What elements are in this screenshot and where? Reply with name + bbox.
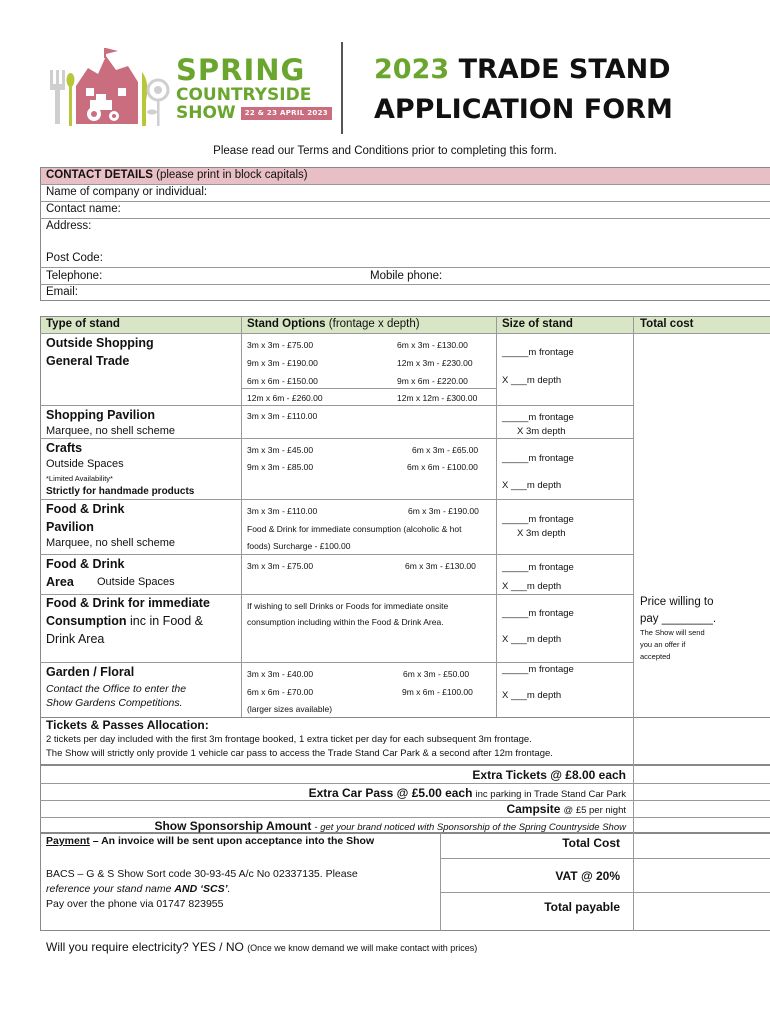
- option-text: consumption including within the Food & Drink Area.: [247, 617, 444, 627]
- garden-note-1: Contact the Office to enter the: [46, 683, 187, 695]
- vat-label: VAT @ 20%: [555, 869, 620, 883]
- logo-line-countryside: COUNTRYSIDE: [176, 85, 312, 105]
- contact-heading: [46, 169, 308, 183]
- option-text: 3m x 3m - £110.00: [247, 411, 318, 421]
- crafts-sub: Outside Spaces: [46, 458, 124, 470]
- option-text: 9m x 3m - £190.00: [247, 358, 318, 368]
- tickets-line-1: 2 tickets per day included with the first 3m frontage booked, 1 extra ticket per day for each subsequent 3m frontage.: [46, 734, 532, 745]
- tickets-heading: Tickets & Passes Allocation:: [46, 718, 209, 732]
- fd-immediate-label-2: [46, 614, 203, 629]
- electricity-question-text: Will you require electricity? YES / NO: [46, 940, 244, 954]
- option-text: Food & Drink for immediate consumption (alcoholic & hot: [247, 524, 462, 534]
- fd-immediate-label-2-bold: Consumption: [46, 614, 127, 628]
- extra-car-pass-label: [309, 786, 626, 801]
- title-line1: TRADE STAND: [458, 54, 671, 85]
- header-stand-options-bold: Stand Options: [247, 318, 326, 330]
- garden-frontage-field[interactable]: _____m frontage: [502, 664, 574, 675]
- fd-area-sub: Outside Spaces: [97, 576, 175, 588]
- outside-shopping-label: Outside Shopping: [46, 336, 154, 350]
- option-text: 9m x 6m - £100.00: [402, 687, 473, 697]
- option-text: 6m x 6m - £100.00: [407, 462, 478, 472]
- option-text: 9m x 3m - £85.00: [247, 462, 314, 472]
- price-note-3: accepted: [640, 652, 671, 661]
- price-willing-label: Price willing to: [640, 596, 714, 608]
- price-willing-field[interactable]: pay ________.: [640, 613, 717, 625]
- outside-depth-field[interactable]: X ___m depth: [502, 375, 562, 386]
- logo-line-spring: SPRING: [176, 53, 306, 87]
- fd-immediate-label-1: Food & Drink for immediate: [46, 596, 210, 610]
- fd-immediate-label-3: Drink Area: [46, 632, 105, 646]
- page-title: [374, 50, 673, 130]
- campsite-bold: Campsite: [506, 802, 561, 816]
- address-field[interactable]: Address:: [46, 220, 92, 232]
- campsite-rest: @ £5 per night: [563, 805, 626, 816]
- contact-name-field[interactable]: Contact name:: [46, 203, 121, 215]
- shopping-pavilion-label: Shopping Pavilion: [46, 408, 156, 422]
- fd-pavilion-sub: Marquee, no shell scheme: [46, 537, 176, 549]
- pavilion-depth-text: X 3m depth: [517, 426, 566, 437]
- pavilion-frontage-field[interactable]: _____m frontage: [502, 412, 574, 423]
- crafts-availability-note: *Limited Availability*: [46, 474, 113, 483]
- fd-immediate-depth-field[interactable]: X ___m depth: [502, 634, 562, 645]
- logo-wordmark: [176, 53, 332, 123]
- option-text: If wishing to sell Drinks or Foods for immediate onsite: [247, 601, 449, 611]
- sponsorship-label: [154, 819, 626, 834]
- title-year: 2023: [374, 54, 450, 85]
- garden-floral-label: Garden / Floral: [46, 665, 135, 679]
- header-divider: [341, 42, 343, 134]
- option-text: 3m x 3m - £75.00: [247, 340, 314, 350]
- header-type-of-stand: Type of stand: [46, 318, 120, 330]
- email-field[interactable]: Email:: [46, 286, 78, 298]
- option-text: 12m x 12m - £300.00: [397, 393, 478, 403]
- option-text: 6m x 3m - £65.00: [412, 445, 479, 455]
- header-total-cost: Total cost: [640, 318, 694, 330]
- contact-heading-rest: (please print in block capitals): [156, 169, 308, 181]
- crafts-frontage-field[interactable]: _____m frontage: [502, 453, 574, 464]
- option-text: 3m x 3m - £45.00: [247, 445, 314, 455]
- extra-car-pass-rest: inc parking in Trade Stand Car Park: [475, 789, 626, 800]
- payment-section: [40, 833, 770, 931]
- option-text: 6m x 3m - £50.00: [403, 669, 470, 679]
- electricity-question[interactable]: [46, 940, 477, 954]
- fd-area-label-1: Food & Drink: [46, 557, 125, 571]
- option-text: 6m x 6m - £150.00: [247, 376, 318, 386]
- payment-label-rest: – An invoice will be sent upon acceptance into the Show: [92, 835, 375, 847]
- payment-reference-pre: reference your stand name: [46, 883, 175, 895]
- payment-reference-bold: AND ‘SCS’: [174, 883, 228, 895]
- sponsorship-rest: - get your brand noticed with Sponsorship of the Spring Countryside Show: [314, 822, 626, 833]
- garden-depth-field[interactable]: X ___m depth: [502, 690, 562, 701]
- payment-reference: [46, 883, 230, 896]
- fd-immediate-label-2-rest: inc in Food &: [130, 614, 203, 628]
- option-text: 12m x 3m - £230.00: [397, 358, 473, 368]
- price-note-1: The Show will send: [640, 628, 705, 637]
- fd-pavilion-frontage-field[interactable]: _____m frontage: [502, 514, 574, 525]
- outside-frontage-field[interactable]: _____m frontage: [502, 347, 574, 358]
- mobile-phone-field[interactable]: Mobile phone:: [370, 270, 443, 282]
- fd-pavilion-label-1: Food & Drink: [46, 502, 125, 516]
- header-stand-options-rest: (frontage x depth): [328, 318, 420, 330]
- garden-note-2: Show Gardens Competitions.: [46, 697, 183, 709]
- shopping-pavilion-sub: Marquee, no shell scheme: [46, 425, 176, 437]
- fd-area-frontage-field[interactable]: _____m frontage: [502, 562, 574, 573]
- option-text: (larger sizes available): [247, 704, 333, 714]
- header-stand-options: [247, 318, 420, 332]
- bacs-details: BACS – G & S Show Sort code 30-93-45 A/c No 02337135. Please: [46, 868, 358, 880]
- fd-pavilion-label-2: Pavilion: [46, 520, 94, 534]
- fd-immediate-frontage-field[interactable]: _____m frontage: [502, 608, 574, 619]
- pay-by-phone: Pay over the phone via 01747 823955: [46, 898, 224, 910]
- fd-area-label-2: Area: [46, 575, 74, 589]
- option-text: 6m x 3m - £130.00: [397, 340, 468, 350]
- logo-line-show: SHOW: [176, 103, 236, 123]
- tickets-line-2: The Show will strictly only provide 1 vehicle car pass to access the Trade Stand Car Park & a second after 12m frontage.: [46, 748, 553, 759]
- payment-heading: [46, 835, 374, 848]
- header-size-of-stand: Size of stand: [502, 318, 573, 330]
- telephone-field[interactable]: Telephone:: [46, 270, 103, 282]
- title-line2: APPLICATION FORM: [374, 94, 673, 125]
- option-text: foods) Surcharge - £100.00: [247, 541, 351, 551]
- option-text: 6m x 6m - £70.00: [247, 687, 314, 697]
- option-text: 3m x 3m - £75.00: [247, 561, 314, 571]
- option-text: 9m x 6m - £220.00: [397, 376, 468, 386]
- logo-dates: 22 & 23 APRIL 2023: [241, 107, 332, 120]
- post-code-field[interactable]: Post Code:: [46, 252, 103, 264]
- intro-note: Please read our Terms and Conditions prior to completing this form.: [213, 145, 557, 157]
- general-trade-label: General Trade: [46, 354, 130, 368]
- extra-car-pass-bold: Extra Car Pass @ £5.00 each: [308, 786, 473, 800]
- total-payable-label: Total payable: [544, 900, 620, 914]
- payment-reference-end: .: [227, 883, 231, 895]
- company-name-field[interactable]: Name of company or individual:: [46, 186, 208, 198]
- option-text: 6m x 3m - £190.00: [408, 506, 479, 516]
- fd-pavilion-depth-text: X 3m depth: [517, 528, 566, 539]
- crafts-depth-field[interactable]: X ___m depth: [502, 480, 562, 491]
- extra-tickets-label: Extra Tickets @ £8.00 each: [472, 768, 626, 782]
- total-cost-label: Total Cost: [562, 836, 620, 850]
- option-text: 12m x 6m - £260.00: [247, 393, 323, 403]
- option-text: 3m x 3m - £40.00: [247, 669, 314, 679]
- fd-area-depth-field[interactable]: X ___m depth: [502, 581, 562, 592]
- sponsorship-bold: Show Sponsorship Amount: [154, 819, 312, 833]
- crafts-label: Crafts: [46, 441, 83, 455]
- electricity-note: (Once we know demand we will make contact with prices): [247, 943, 478, 953]
- option-text: 3m x 3m - £110.00: [247, 506, 318, 516]
- price-note-2: you an offer if: [640, 640, 686, 649]
- payment-label: Payment: [46, 835, 90, 847]
- contact-heading-bold: CONTACT DETAILS: [46, 169, 153, 181]
- crafts-strict-note: Strictly for handmade products: [46, 486, 195, 497]
- option-text: 6m x 3m - £130.00: [405, 561, 476, 571]
- campsite-label: [506, 802, 626, 817]
